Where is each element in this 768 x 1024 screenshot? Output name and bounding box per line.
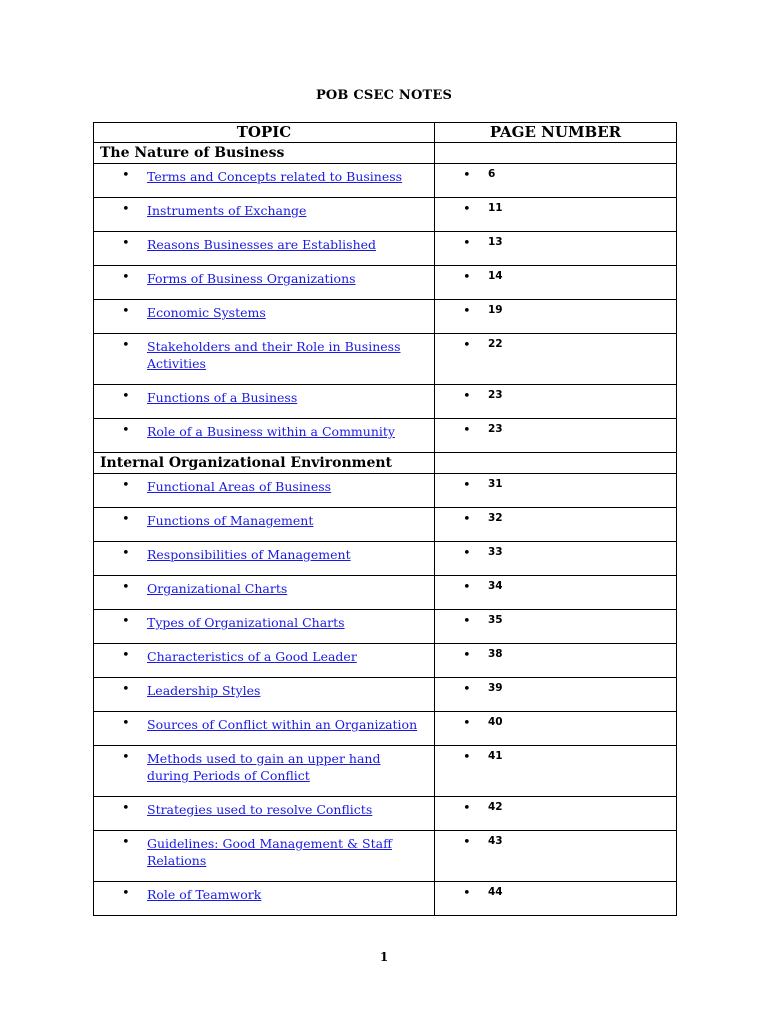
toc-row	[94, 419, 677, 453]
topic-link[interactable]: Characteristics of a Good Leader	[147, 649, 357, 664]
bullet-icon: •	[122, 304, 130, 319]
topic-cell	[94, 419, 435, 453]
bullet-icon: •	[122, 648, 130, 663]
topic-link[interactable]: Reasons Businesses are Established	[147, 237, 377, 252]
topic-cell	[94, 474, 435, 508]
table-body	[94, 143, 677, 916]
bullet-icon: •	[122, 478, 130, 493]
page-cell	[435, 419, 677, 453]
section-row	[94, 453, 677, 474]
toc-row	[94, 882, 677, 916]
bullet-icon: •	[463, 614, 471, 629]
toc-row	[94, 266, 677, 300]
topic-link[interactable]: Forms of Business Organizations	[147, 271, 356, 286]
page-cell	[435, 644, 677, 678]
bullet-icon: •	[463, 168, 471, 183]
bullet-icon: •	[463, 648, 471, 663]
section-title-cell	[94, 143, 435, 164]
topic-cell	[94, 385, 435, 419]
page-cell	[435, 385, 677, 419]
topic-link[interactable]: Functional Areas of Business	[147, 479, 332, 494]
toc-row	[94, 198, 677, 232]
bullet-icon: •	[122, 202, 130, 217]
bullet-icon: •	[122, 423, 130, 438]
topic-cell	[94, 300, 435, 334]
bullet-icon: •	[122, 682, 130, 697]
bullet-icon: •	[463, 716, 471, 731]
topic-link[interactable]: Stakeholders and their Role in Business Activities	[147, 339, 401, 371]
topic-cell	[94, 508, 435, 542]
bullet-icon: •	[122, 835, 130, 850]
topic-link[interactable]: Economic Systems	[147, 305, 266, 320]
bullet-icon: •	[122, 716, 130, 731]
page-number: 43	[488, 835, 503, 847]
toc-row	[94, 797, 677, 831]
section-title: The Nature of Business	[100, 145, 285, 161]
toc-row	[94, 746, 677, 797]
topic-link[interactable]: Guidelines: Good Management & Staff Relations	[147, 836, 392, 868]
page-number: 38	[488, 648, 503, 660]
table-of-contents	[93, 122, 677, 916]
topic-cell	[94, 831, 435, 882]
bullet-icon: •	[463, 750, 471, 765]
topic-column-header: TOPIC	[94, 123, 435, 143]
topic-cell	[94, 198, 435, 232]
toc-row	[94, 831, 677, 882]
bullet-icon: •	[122, 580, 130, 595]
bullet-icon: •	[463, 338, 471, 353]
topic-cell	[94, 232, 435, 266]
page-cell	[435, 882, 677, 916]
page-number: 23	[488, 423, 503, 435]
topic-link[interactable]: Types of Organizational Charts	[147, 615, 345, 630]
topic-cell	[94, 334, 435, 385]
bullet-icon: •	[463, 236, 471, 251]
page-cell	[435, 797, 677, 831]
page-number: 31	[488, 478, 503, 490]
page-number: 42	[488, 801, 503, 813]
toc-row	[94, 576, 677, 610]
page-cell	[435, 508, 677, 542]
bullet-icon: •	[122, 512, 130, 527]
page-number: 39	[488, 682, 503, 694]
bullet-icon: •	[463, 682, 471, 697]
page-cell	[435, 712, 677, 746]
page-cell	[435, 831, 677, 882]
topic-link[interactable]: Functions of Management	[147, 513, 314, 528]
bullet-icon: •	[122, 614, 130, 629]
topic-link[interactable]: Functions of a Business	[147, 390, 298, 405]
topic-link[interactable]: Role of Teamwork	[147, 887, 262, 902]
topic-cell	[94, 797, 435, 831]
toc-row	[94, 300, 677, 334]
topic-link[interactable]: Strategies used to resolve Conflicts	[147, 802, 373, 817]
toc-row	[94, 385, 677, 419]
bullet-icon: •	[122, 236, 130, 251]
toc-row	[94, 508, 677, 542]
topic-link[interactable]: Role of a Business within a Community	[147, 424, 395, 439]
section-page-cell	[435, 453, 677, 474]
topic-cell	[94, 266, 435, 300]
page-number: 11	[488, 202, 503, 214]
page-number-footer: 1	[379, 950, 389, 964]
page-number: 19	[488, 304, 503, 316]
toc-row	[94, 644, 677, 678]
document-title: POB CSEC NOTES	[315, 88, 453, 103]
page-cell	[435, 164, 677, 198]
toc-row	[94, 164, 677, 198]
page-cell	[435, 266, 677, 300]
page-number: 23	[488, 389, 503, 401]
topic-link[interactable]: Instruments of Exchange	[147, 203, 307, 218]
bullet-icon: •	[463, 512, 471, 527]
topic-cell	[94, 164, 435, 198]
bullet-icon: •	[463, 886, 471, 901]
bullet-icon: •	[463, 304, 471, 319]
page-number: 44	[488, 886, 503, 898]
page-cell	[435, 198, 677, 232]
toc-row	[94, 610, 677, 644]
page-number: 14	[488, 270, 503, 282]
bullet-icon: •	[122, 168, 130, 183]
topic-cell	[94, 678, 435, 712]
page-number: 34	[488, 580, 503, 592]
bullet-icon: •	[122, 270, 130, 285]
topic-cell	[94, 712, 435, 746]
page-cell	[435, 576, 677, 610]
topic-link[interactable]: Responsibilities of Management	[147, 547, 351, 562]
toc-row	[94, 678, 677, 712]
bullet-icon: •	[463, 202, 471, 217]
bullet-icon: •	[122, 338, 130, 353]
page-number-column-header: PAGE NUMBER	[435, 123, 677, 143]
toc-row	[94, 334, 677, 385]
bullet-icon: •	[122, 389, 130, 404]
bullet-icon: •	[463, 580, 471, 595]
bullet-icon: •	[122, 546, 130, 561]
page-cell	[435, 232, 677, 266]
topic-link[interactable]: Methods used to gain an upper hand during Periods of Conflict	[147, 751, 381, 783]
bullet-icon: •	[463, 389, 471, 404]
topic-cell	[94, 644, 435, 678]
topic-link[interactable]: Leadership Styles	[147, 683, 261, 698]
toc-row	[94, 474, 677, 508]
page-number: 22	[488, 338, 503, 350]
page-cell	[435, 678, 677, 712]
bullet-icon: •	[122, 801, 130, 816]
bullet-icon: •	[463, 546, 471, 561]
page-number: 41	[488, 750, 503, 762]
topic-link[interactable]: Sources of Conflict within an Organization	[147, 717, 418, 732]
header-row	[94, 123, 677, 143]
bullet-icon: •	[122, 886, 130, 901]
page-number: 6	[488, 168, 496, 180]
bullet-icon: •	[463, 478, 471, 493]
bullet-icon: •	[463, 801, 471, 816]
topic-cell	[94, 542, 435, 576]
topic-link[interactable]: Organizational Charts	[147, 581, 288, 596]
bullet-icon: •	[122, 750, 130, 765]
page-number: 40	[488, 716, 503, 728]
page-number: 35	[488, 614, 503, 626]
toc-row	[94, 712, 677, 746]
section-page-cell	[435, 143, 677, 164]
topic-link[interactable]: Terms and Concepts related to Business	[147, 169, 403, 184]
bullet-icon: •	[463, 423, 471, 438]
bullet-icon: •	[463, 270, 471, 285]
page-cell	[435, 610, 677, 644]
topic-cell	[94, 882, 435, 916]
topic-cell	[94, 610, 435, 644]
section-title-cell	[94, 453, 435, 474]
page-cell	[435, 300, 677, 334]
toc-row	[94, 232, 677, 266]
page-cell	[435, 746, 677, 797]
page-cell	[435, 542, 677, 576]
page-number: 33	[488, 546, 503, 558]
page-number: 32	[488, 512, 503, 524]
topic-cell	[94, 576, 435, 610]
page-cell	[435, 334, 677, 385]
page-cell	[435, 474, 677, 508]
page-number: 13	[488, 236, 503, 248]
topic-cell	[94, 746, 435, 797]
section-row	[94, 143, 677, 164]
section-title: Internal Organizational Environment	[100, 455, 392, 471]
toc-row	[94, 542, 677, 576]
bullet-icon: •	[463, 835, 471, 850]
